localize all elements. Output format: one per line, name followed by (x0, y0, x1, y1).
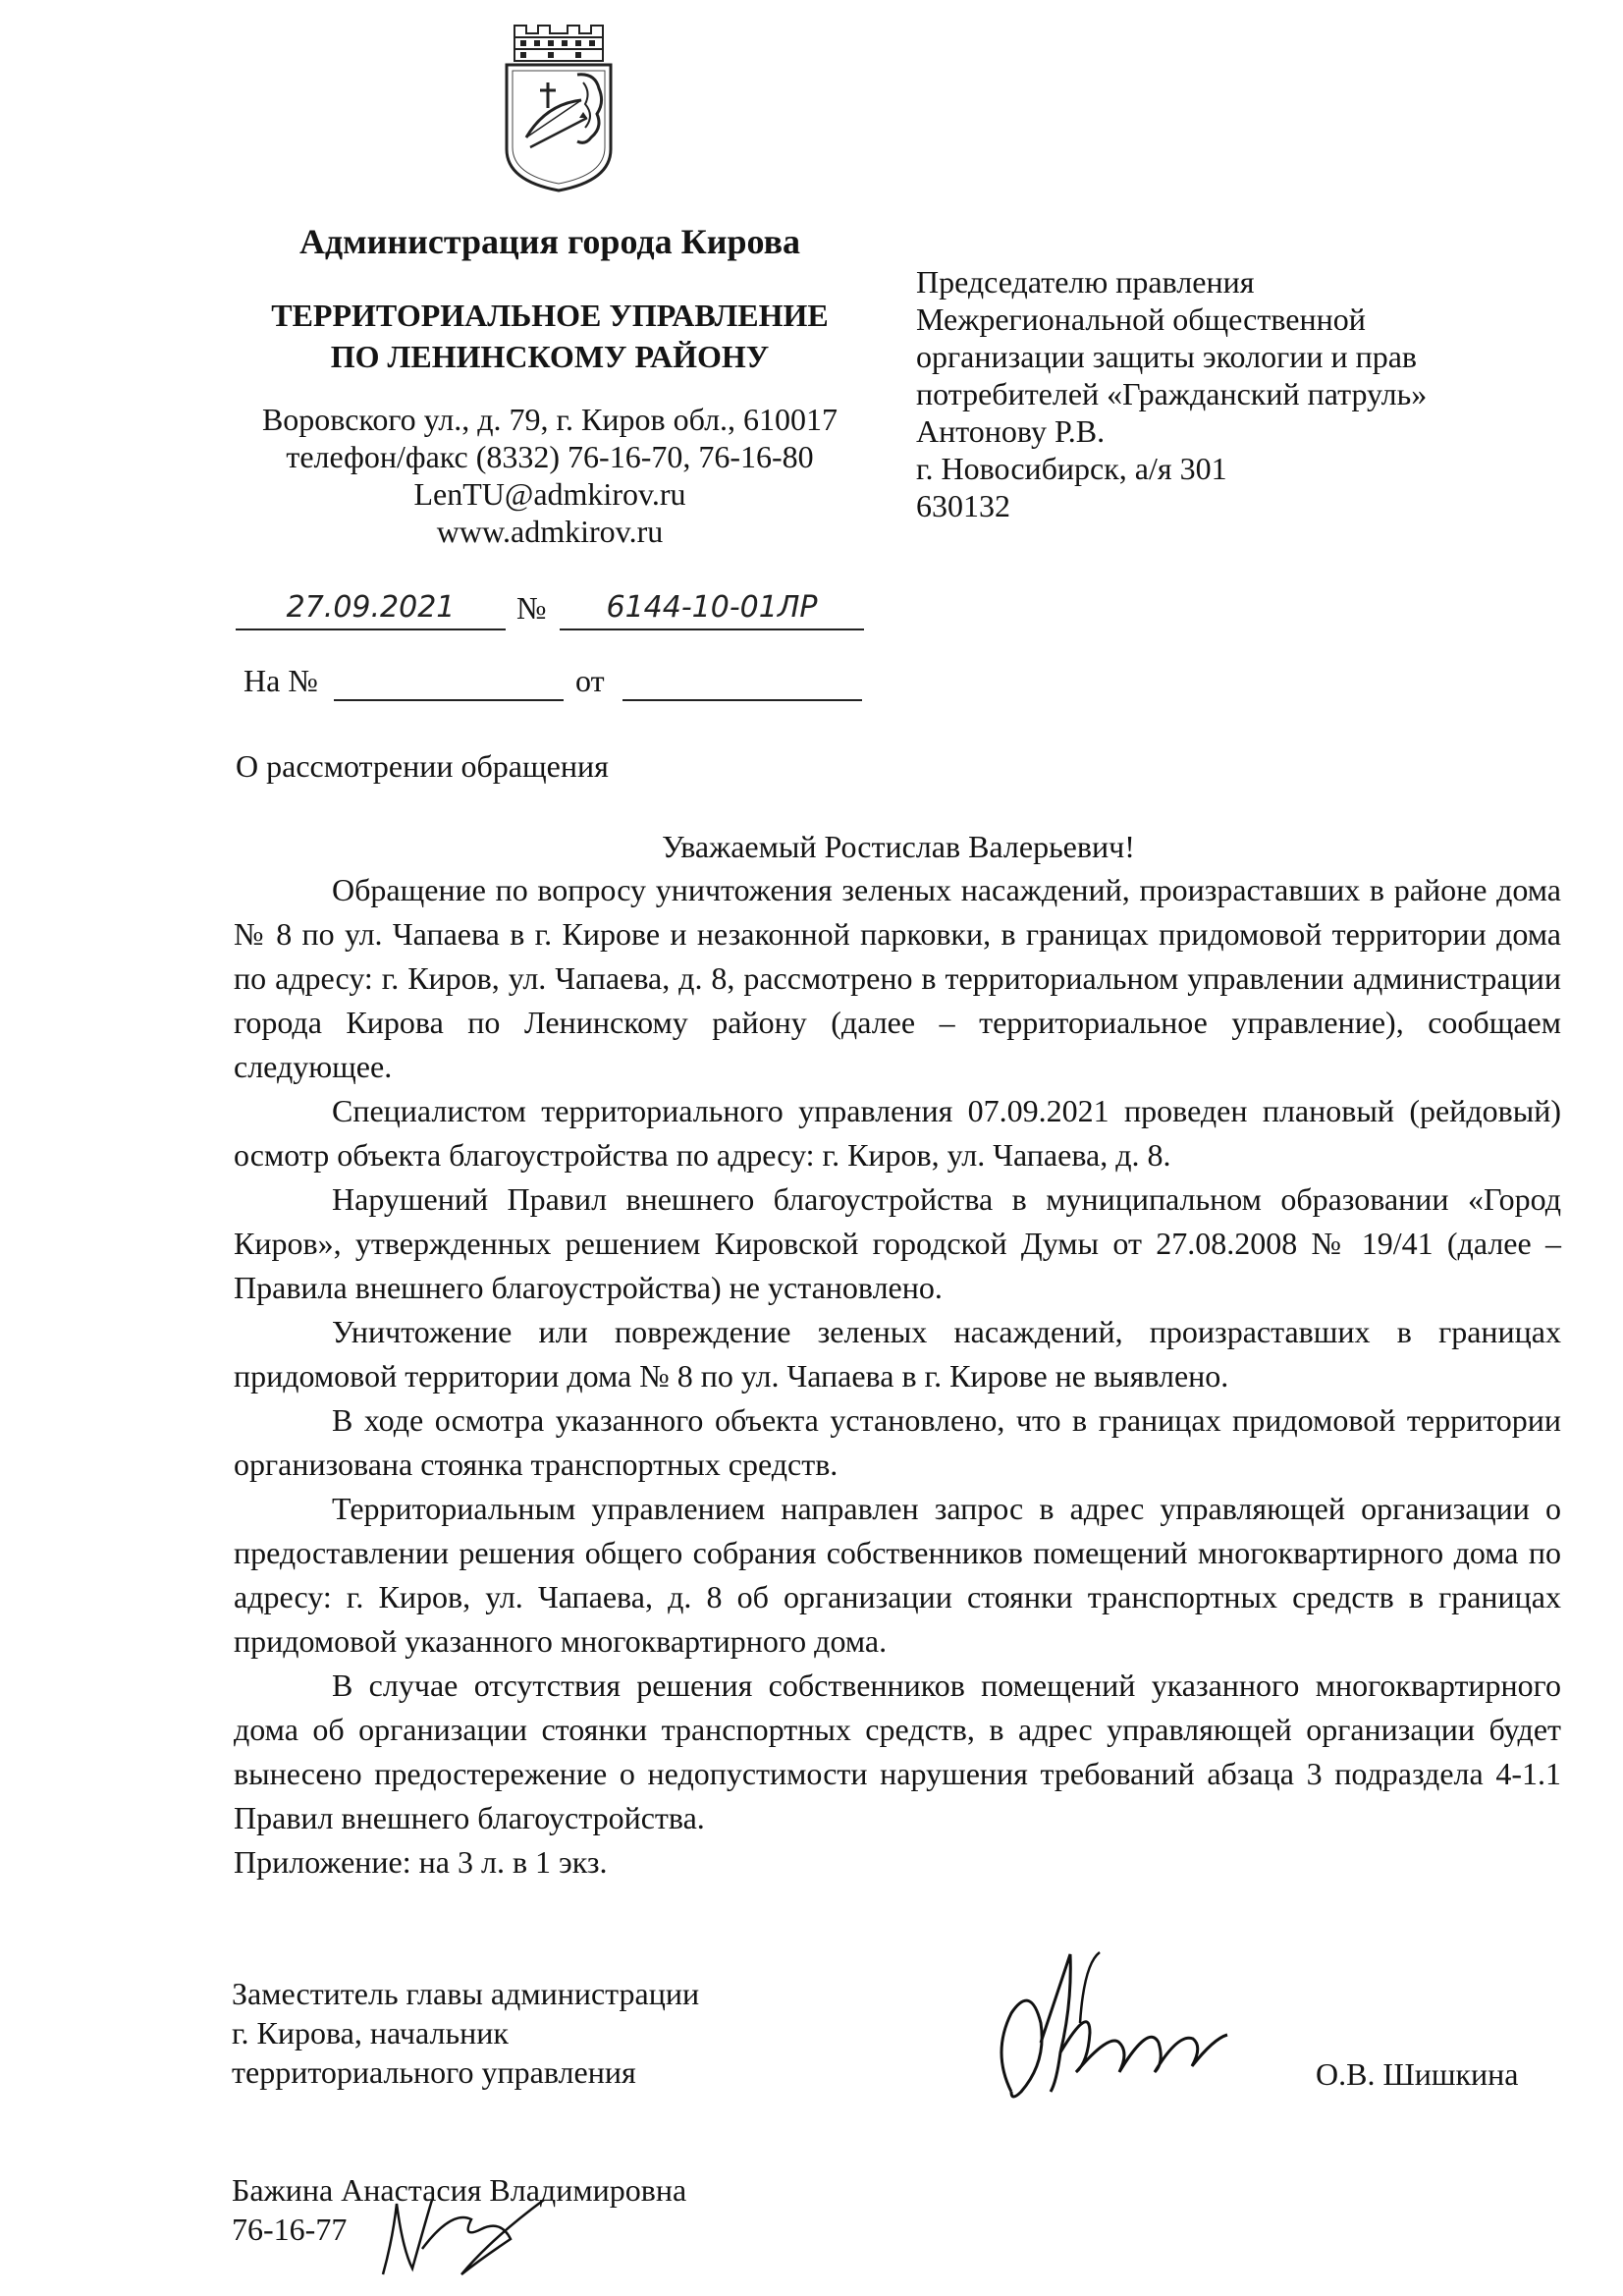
from-label: от (575, 663, 605, 698)
signatory-name: О.В. Шишкина (1316, 2056, 1519, 2092)
addressee-line-5: Антонову Р.В. (916, 413, 1106, 449)
paragraph-6: Территориальным управлением направлен запрос в адрес управляющей организации о предоставлении решения общего собрания собственников помещений многоквартирного дома по адресу: г. Киров, ул. Чапаева, д. 8 об организации стоянки транспортных средств в границах придомовой указанного многоквартирного дома. (234, 1491, 1561, 1659)
executor-name: Бажина Анастасия Владимировна (232, 2172, 687, 2208)
in-reply-line (243, 660, 862, 703)
position-line-2: г. Кирова, начальник (232, 2015, 509, 2050)
registration-line (236, 587, 864, 632)
executor-initials-signature (363, 2190, 550, 2278)
paragraph-5: В ходе осмотра указанного объекта установлено, что в границах придомовой территории организована стоянка транспортных средств. (234, 1402, 1561, 1482)
position-line-3: территориального управления (232, 2054, 636, 2090)
attachment-note: Приложение: на 3 л. в 1 экз. (234, 1844, 608, 1880)
position-line-1: Заместитель главы администрации (232, 1976, 700, 2011)
department-name (177, 295, 923, 377)
registration-number: 6144-10-01ЛР (560, 587, 864, 630)
registration-date: 27.09.2021 (236, 587, 506, 630)
website-address: www.admkirov.ru (436, 514, 664, 549)
contacts-block (177, 401, 923, 550)
addressee-line-3: организации защиты экологии и прав (916, 339, 1418, 374)
addressee-line-6: г. Новосибирск, а/я 301 (916, 451, 1227, 486)
executor-block (232, 2170, 880, 2249)
organization-name: Администрация города Кирова (298, 222, 801, 261)
handwritten-signature (982, 1944, 1237, 2131)
number-sign: № (516, 590, 547, 626)
paragraph-2: Специалистом территориального управления 07.09.2021 проведен плановый (рейдовый) осмотр объекта благоустройства по адресу: г. Киров, ул. Чапаева, д. 8. (234, 1093, 1561, 1173)
executor-phone: 76-16-77 (232, 2212, 348, 2247)
department-line-1: ТЕРРИТОРИАЛЬНОЕ УПРАВЛЕНИЕ (271, 298, 829, 333)
in-reply-number-blank (334, 660, 564, 701)
paragraph-1: Обращение по вопросу уничтожения зеленых насаждений, произраставших в районе дома № 8 по ул. Чапаева в г. Кирове и незаконной парковки, в границах придомовой территории дома по адресу: г. Киров, ул. Чапаева, д. 8, рассмотрено в территориальном управлении администрации города Кирова по Ленинскому району (далее – территориальное управление), сообщаем следующее. (234, 872, 1561, 1084)
in-reply-label: На № (243, 663, 318, 698)
subject-line: О рассмотрении обращения (236, 748, 609, 784)
addressee-line-4: потребителей «Гражданский патруль» (916, 376, 1428, 411)
addressee-line-2: Межрегиональной общественной (916, 301, 1366, 337)
greeting: Уважаемый Ростислав Валерьевич! (662, 829, 1135, 864)
postal-address: Воровского ул., д. 79, г. Киров обл., 610017 (261, 402, 839, 437)
addressee-block (916, 263, 1544, 524)
email-address: LenTU@admkirov.ru (413, 476, 686, 512)
paragraph-4: Уничтожение или повреждение зеленых насаждений, произраставших в границах придомовой территории дома № 8 по ул. Чапаева в г. Кирове не выявлено. (234, 1314, 1561, 1394)
addressee-line-7: 630132 (916, 488, 1010, 523)
coat-of-arms-emblem (501, 24, 617, 192)
letter-body (234, 868, 1561, 1885)
phone-fax: телефон/факс (8332) 76-16-70, 76-16-80 (286, 439, 814, 474)
in-reply-date-blank (622, 660, 862, 701)
paragraph-3: Нарушений Правил внешнего благоустройства в муниципальном образовании «Город Киров», утвержденных решением Кировской городской Думы от 27.08.2008 № 19/41 (далее – Правила внешнего благоустройства) не установлено. (234, 1181, 1561, 1305)
paragraph-7: В случае отсутствия решения собственников помещений указанного многоквартирного дома об организации стоянки транспортных средств, в адрес управляющей организации будет вынесено предостережение о недопустимости нарушения требований абзаца 3 подраздела 4-1.1 Правил внешнего благоустройства. (234, 1667, 1561, 1835)
department-line-2: ПО ЛЕНИНСКОМУ РАЙОНУ (330, 339, 770, 374)
signatory-position (232, 1974, 840, 2092)
addressee-line-1: Председателю правления (916, 264, 1255, 300)
